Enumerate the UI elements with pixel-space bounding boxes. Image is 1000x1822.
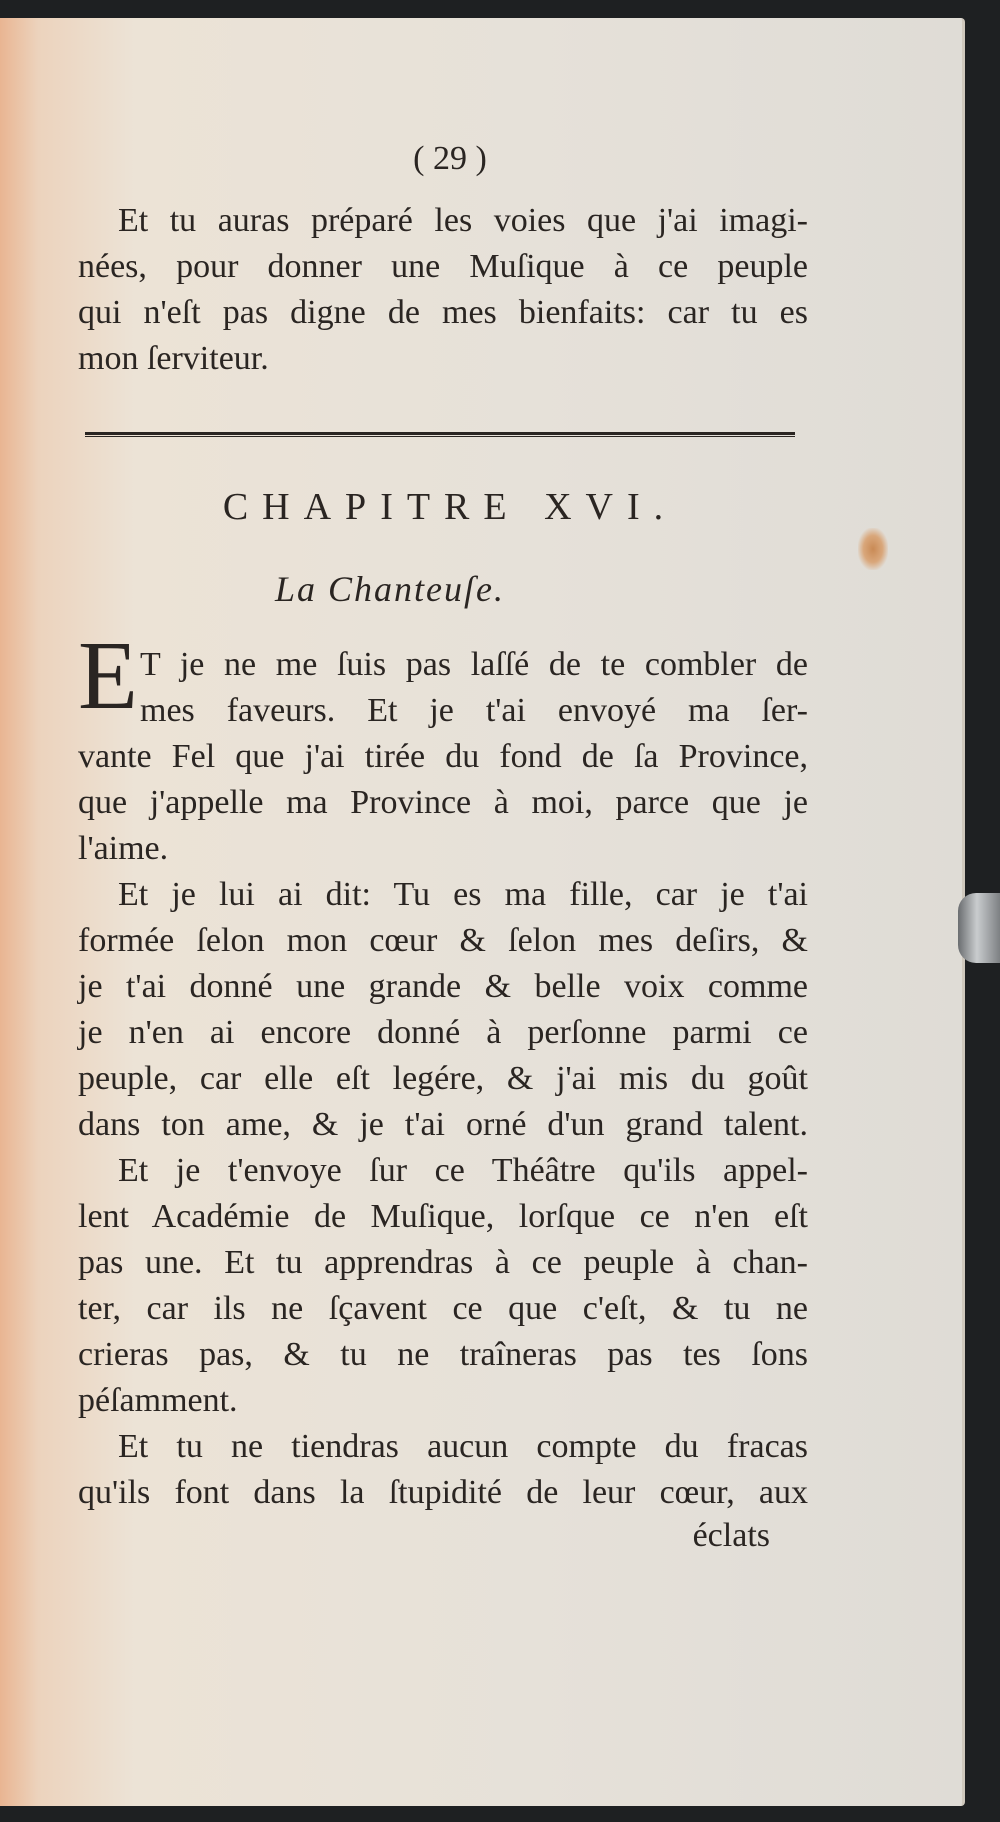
metal-clasp [958,893,1000,963]
body-line: crieras pas, & tu ne traîneras pas tes ſons [78,1336,808,1373]
body-line: vante Fel que j'ai tirée du fond de ſa Province, [78,738,808,775]
body-line: qu'ils font dans la ſtupidité de leur cœur, aux [78,1474,808,1511]
body-line: Et je lui ai dit: Tu es ma fille, car je t'ai [118,876,808,913]
body-line: lent Académie de Muſique, lorſque ce n'en eſt [78,1198,808,1235]
body-line: péſamment. [78,1382,238,1419]
body-line: que j'appelle ma Province à moi, parce que je [78,784,808,821]
body-line: pas une. Et tu apprendras à ce peuple à chan- [78,1244,808,1281]
body-line: mes faveurs. Et je t'ai envoyé ma ſer- [140,692,808,729]
intro-line: mon ſerviteur. [78,340,269,377]
chapter-subtitle: La Chanteuſe. [275,569,505,609]
section-divider [85,432,795,437]
catchword: éclats [692,1517,770,1554]
intro-line: Et tu auras préparé les voies que j'ai imagi- [118,202,808,239]
body-line: formée ſelon mon cœur & ſelon mes deſirs, & [78,922,808,959]
intro-line: nées, pour donner une Muſique à ce peuple [78,248,808,285]
body-line: Et tu ne tiendras aucun compte du fracas [118,1428,808,1465]
page-number: ( 29 ) [413,140,487,177]
body-line: peuple, car elle eſt legére, & j'ai mis du goût [78,1060,808,1097]
intro-line: qui n'eſt pas digne de mes bienfaits: car tu es [78,294,808,331]
paper-stain [858,528,888,570]
body-line: je n'en ai encore donné à perſonne parmi ce [78,1014,808,1051]
body-line: l'aime. [78,830,169,867]
drop-cap: E [78,622,138,730]
body-line: dans ton ame, & je t'ai orné d'un grand talent. [78,1106,808,1143]
body-line: je t'ai donné une grande & belle voix comme [78,968,808,1005]
body-line: Et je t'envoye ſur ce Théâtre qu'ils appel- [118,1152,808,1189]
body-line: ter, car ils ne ſçavent ce que c'eſt, & tu ne [78,1290,808,1327]
body-line: T je ne me ſuis pas laſſé de te combler de [140,646,808,683]
chapter-heading: CHAPITRE XVI. [222,486,678,528]
